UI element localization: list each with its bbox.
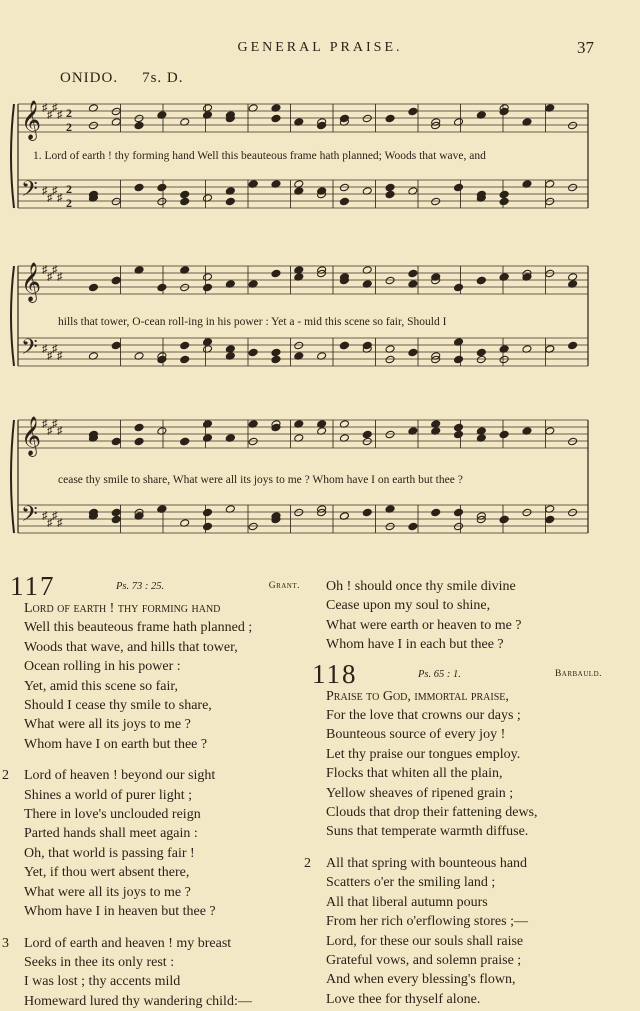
note-head (271, 269, 281, 278)
stanza-line: Bounteous source of every joy ! (312, 725, 602, 744)
tune-name: ONIDO. (60, 70, 118, 86)
author: Grant. (269, 581, 300, 591)
note-head (385, 430, 395, 439)
system-brace (11, 104, 14, 208)
note-head (362, 437, 372, 446)
sharp-sign: ♯ (42, 102, 48, 114)
note-head (522, 508, 532, 517)
stanza-line: Scatters o'er the smiling land ; (312, 873, 602, 892)
note-head (111, 341, 121, 350)
stanza-line: There in love's unclouded reign (10, 805, 300, 824)
note-head (157, 197, 167, 206)
hymn-118 (312, 663, 602, 1010)
note-head (568, 121, 578, 130)
note-head (294, 508, 304, 517)
sharp-sign: ♯ (57, 192, 63, 204)
sharp-sign: ♯ (57, 517, 63, 529)
lyric-line-1: 1. Lord of earth ! thy forming hand Well this beauteous frame hath planned; Woods that wave, and (33, 150, 486, 162)
stanza-2 (10, 766, 300, 921)
stanza-line: What were earth or heaven to me ? (312, 616, 602, 635)
note-head (134, 437, 144, 446)
note-head (362, 341, 372, 350)
stanza-line: For the love that crowns our days ; (312, 706, 602, 725)
note-head (454, 355, 464, 364)
note-head (431, 197, 441, 206)
note-head (339, 197, 349, 206)
note-head (134, 114, 144, 123)
sharp-sign: ♯ (47, 109, 53, 121)
page-number: 37 (577, 38, 594, 58)
right-column (312, 575, 602, 1009)
sharp-sign: ♯ (42, 418, 48, 430)
stanza-2 (312, 854, 602, 1009)
note-head (271, 423, 281, 432)
note-head (568, 508, 578, 517)
note-head (362, 508, 372, 517)
scripture-reference: Ps. 73 : 25. (116, 581, 164, 592)
verse-number: 3 (2, 934, 9, 953)
note-head (248, 348, 258, 357)
sharp-sign: ♯ (52, 264, 58, 276)
note-head (568, 183, 578, 192)
stanza-line: Love thee for thyself alone. (312, 990, 602, 1009)
note-head (294, 341, 304, 350)
note-head (454, 283, 464, 292)
sharp-sign: ♯ (47, 517, 53, 529)
stanza-line: What were all its joys to me ? (10, 883, 300, 902)
note-head (454, 423, 464, 432)
note-head (385, 355, 395, 364)
note-head (180, 341, 190, 350)
stanza-line: Oh, that world is passing fair ! (10, 844, 300, 863)
note-head (339, 183, 349, 192)
sharp-sign: ♯ (42, 185, 48, 197)
note-head (271, 355, 281, 364)
stanza-3 (10, 934, 300, 1011)
stanza-line: I was lost ; thy accents mild (10, 972, 300, 991)
stanza-line: What were all its joys to me ? (10, 715, 300, 734)
note-head (568, 437, 578, 446)
note-head (271, 114, 281, 123)
note-head (134, 121, 144, 130)
sharp-sign: ♯ (52, 102, 58, 114)
note-head (431, 508, 441, 517)
note-head (454, 522, 464, 531)
sharp-sign: ♯ (57, 425, 63, 437)
note-head (88, 283, 98, 292)
note-head (454, 430, 464, 439)
time-signature-top: 2 (66, 182, 72, 196)
note-head (385, 276, 395, 285)
sharp-sign: ♯ (42, 264, 48, 276)
note-head (180, 437, 190, 446)
sharp-sign: ♯ (47, 350, 53, 362)
verse-number: 2 (2, 766, 9, 785)
sharp-sign: ♯ (57, 109, 63, 121)
system-brace (11, 420, 14, 533)
note-head (111, 197, 121, 206)
bass-clef: 𝄢 (21, 502, 38, 532)
treble-clef: 𝄞 (21, 100, 41, 141)
stanza-line: Cease upon my soul to shine, (312, 596, 602, 615)
stanza-line: Whom have I in each but thee ? (312, 635, 602, 654)
sharp-sign: ♯ (47, 425, 53, 437)
sharp-sign: ♯ (42, 343, 48, 355)
note-head (157, 355, 167, 364)
note-head (111, 437, 121, 446)
sharp-sign: ♯ (42, 510, 48, 522)
stanza-line: Lord of earth ! thy forming hand (10, 599, 300, 618)
note-head (203, 283, 213, 292)
time-signature-top: 2 (66, 106, 72, 120)
note-head (408, 107, 418, 116)
stanza-line: Woods that wave, and hills that tower, (10, 638, 300, 657)
note-head (545, 515, 555, 524)
stanza-1 (10, 599, 300, 754)
sharp-sign: ♯ (52, 510, 58, 522)
hymn-number: 117 (10, 571, 56, 602)
note-head (180, 190, 190, 199)
note-head (111, 515, 121, 524)
note-head (317, 121, 327, 130)
sharp-sign: ♯ (47, 192, 53, 204)
note-head (248, 437, 258, 446)
note-head (180, 283, 190, 292)
time-signature-bottom: 2 (66, 120, 72, 134)
stanza-line: Seeks in thee its only rest : (10, 953, 300, 972)
stanza-line: And when every blessing's flown, (312, 970, 602, 989)
bass-clef: 𝄢 (21, 177, 38, 207)
sharp-sign: ♯ (52, 185, 58, 197)
treble-clef: 𝄞 (21, 262, 41, 303)
note-head (476, 276, 486, 285)
note-head (271, 348, 281, 357)
note-head (499, 430, 509, 439)
note-head (157, 283, 167, 292)
time-signature-bottom: 2 (66, 196, 72, 210)
note-head (499, 107, 509, 116)
stanza-line: From her rich o'erflowing stores ;— (312, 912, 602, 931)
note-head (476, 355, 486, 364)
note-head (385, 190, 395, 199)
stanza-line: Suns that temperate warmth diffuse. (312, 822, 602, 841)
lyric-line-2: hills that tower, O-cean roll-ing in his power : Yet a - mid this scene so fair, Should I (58, 316, 446, 328)
bass-clef: 𝄢 (21, 335, 38, 365)
note-head (385, 183, 395, 192)
hymn-number: 118 (312, 659, 358, 690)
stanza-line: Flocks that whiten all the plain, (312, 764, 602, 783)
author: Barbauld. (555, 669, 602, 679)
stanza-line: All that liberal autumn pours (312, 893, 602, 912)
sharp-sign: ♯ (57, 271, 63, 283)
system-brace (11, 266, 14, 366)
stanza-line: Ocean rolling in his power : (10, 657, 300, 676)
stanza-line: Yet, amid this scene so fair, (10, 677, 300, 696)
note-head (362, 114, 372, 123)
stanza-line: Yellow sheaves of ripened grain ; (312, 784, 602, 803)
note-head (134, 183, 144, 192)
note-head (499, 197, 509, 206)
stanza-line: Whom have I on earth but thee ? (10, 735, 300, 754)
note-head (248, 522, 258, 531)
note-head (203, 522, 213, 531)
note-head (499, 190, 509, 199)
note-head (180, 355, 190, 364)
note-head (454, 508, 464, 517)
note-head (385, 114, 395, 123)
sharp-sign: ♯ (57, 350, 63, 362)
stanza-line: Whom have I in heaven but thee ? (10, 902, 300, 921)
tune-heading (60, 70, 208, 87)
stanza-line: Shines a world of purer light ; (10, 786, 300, 805)
note-head (88, 121, 98, 130)
note-head (362, 430, 372, 439)
hymn-117 (10, 575, 300, 1011)
note-head (499, 355, 509, 364)
note-head (203, 508, 213, 517)
scripture-reference: Ps. 65 : 1. (418, 669, 461, 680)
stanza-1 (312, 687, 602, 842)
stanza-line: Let thy praise our tongues employ. (312, 745, 602, 764)
stanza-line: Well this beauteous frame hath planned ; (10, 618, 300, 637)
stanza-line: Praise to God, immortal praise, (312, 687, 602, 706)
note-head (545, 197, 555, 206)
note-head (408, 522, 418, 531)
running-title: GENERAL PRAISE. (0, 40, 640, 56)
note-head (476, 348, 486, 357)
stanza-line: All that spring with bounteous hand (312, 854, 602, 873)
note-head (157, 183, 167, 192)
sharp-sign: ♯ (52, 343, 58, 355)
lyric-line-3: cease thy smile to share, What were all its joys to me ? Whom have I on earth but thee ? (58, 474, 463, 486)
treble-clef: 𝄞 (21, 416, 41, 457)
note-head (111, 276, 121, 285)
sharp-sign: ♯ (47, 271, 53, 283)
page-header (0, 40, 640, 60)
note-head (134, 423, 144, 432)
stanza-line: Homeward lured thy wandering child:— (10, 992, 300, 1011)
stanza-line: Lord, for these our souls shall raise (312, 932, 602, 951)
stanza-line: Grateful vows, and solemn praise ; (312, 951, 602, 970)
stanza-line: Parted hands shall meet again : (10, 824, 300, 843)
sharp-sign: ♯ (52, 418, 58, 430)
note-head (568, 341, 578, 350)
verse-number: 2 (304, 854, 311, 873)
stanza-line: Oh ! should once thy smile divine (312, 577, 602, 596)
music-system-1 (0, 92, 640, 242)
hymn-117-continuation (312, 577, 602, 655)
stanza-line: Lord of heaven ! beyond our sight (10, 766, 300, 785)
note-head (408, 348, 418, 357)
note-head (225, 197, 235, 206)
stanza-line: Lord of earth and heaven ! my breast (10, 934, 300, 953)
note-head (545, 269, 555, 278)
stanza-line: Should I cease thy smile to share, (10, 696, 300, 715)
note-head (180, 197, 190, 206)
tune-meter: 7s. D. (142, 70, 183, 86)
stanza-line: Yet, if thou wert absent there, (10, 863, 300, 882)
note-head (111, 107, 121, 116)
note-head (339, 341, 349, 350)
note-head (454, 183, 464, 192)
note-head (385, 522, 395, 531)
note-head (111, 508, 121, 517)
stanza-line: Clouds that drop their fattening dews, (312, 803, 602, 822)
note-head (408, 269, 418, 278)
